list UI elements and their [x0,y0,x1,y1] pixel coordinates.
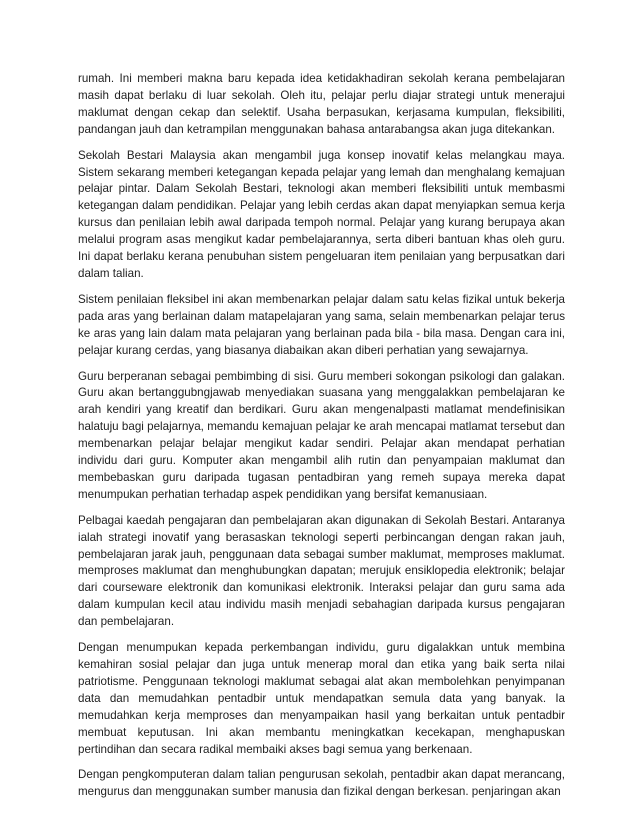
paragraph-2: Sekolah Bestari Malaysia akan mengambil juga konsep inovatif kelas melangkau maya. Sistem sekarang memberi ketegangan kepada pelajar yang lemah dan menghalang kemajuan pelajar pintar. Dalam Sekolah Bestari, teknologi akan memberi fleksibiliti untuk membasmi ketegangan dalam pendidikan. Pelajar yang lebih cerdas akan dapat menyiapkan semua kerja kursus dan penilaian lebih awal daripada tempoh normal. Pelajar yang kurang berupaya akan melalui program asas mengikut kadar pembelajarannya, serta diberi bantuan khas oleh guru. Ini dapat berlaku kerana penubuhan sistem pengeluaran item penilaian yang berpusatkan dari dalam talian. [78,148,565,280]
paragraph-6: Dengan menumpukan kepada perkembangan individu, guru digalakkan untuk membina kemahiran sosial pelajar dan juga untuk menerap moral dan etika yang baik serta nilai patriotisme. Penggunaan teknologi maklumat sebagai alat akan membolehkan penyimpanan data dan memudahkan pentadbir untuk mendapatkan semula data yang banyak. Ia memudahkan kerja memproses dan menyampaikan hasil yang berkaitan untuk pentadbir membuat keputusan. Ini akan membantu meningkatkan kecekapan, menghapuskan pertindihan dan secara radikal membaiki akses bagi semua yang berkenaan. [78,641,565,756]
paragraph-7: Dengan pengkomputeran dalam talian pengurusan sekolah, pentadbir akan dapat merancang, mengurus dan menggunakan sumber manusia dan fizikal dengan berkesan. penjaringan akan [78,768,565,799]
paragraph-5: Pelbagai kaedah pengajaran dan pembelajaran akan digunakan di Sekolah Bestari. Antaranya ialah strategi inovatif yang berasaskan teknologi seperti perbincangan dengan rakan jauh, pembelajaran jarak jauh, penggunaan data sebagai sumber maklumat, memproses maklumat. memproses maklumat dan menghubungkan dapatan; merujuk ensiklopedia elektronik; belajar dari courseware elektronik dan komunikasi elektronik. Interaksi pelajar dan guru sama ada dalam kumpulan kecil atau individu masih menjadi sebahagian daripada kursus pengajaran dan pembelajaran. [78,513,565,629]
document-page [78,71,565,810]
paragraph-3: Sistem penilaian fleksibel ini akan membenarkan pelajar dalam satu kelas fizikal untuk bekerja pada aras yang berlainan dalam matapelajaran yang sama, selain membenarkan pelajar terus ke aras yang lain dalam mata pelajaran yang berlainan pada bila - bila masa. Dengan cara ini, pelajar kurang cerdas, yang biasanya diabaikan akan diberi perhatian yang sewajarnya. [78,292,565,357]
paragraph-1: rumah. Ini memberi makna baru kepada idea ketidakhadiran sekolah kerana pembelajaran masih dapat berlaku di luar sekolah. Oleh itu, pelajar perlu diajar strategi untuk menerajui maklumat dengan cekap dan selektif. Usaha berpasukan, kerjasama kumpulan, fleksibiliti, pandangan jauh dan ketrampilan menggunakan bahasa antarabangsa akan juga ditekankan. [78,72,565,136]
paragraph-4: Guru berperanan sebagai pembimbing di sisi. Guru memberi sokongan psikologi dan galakan. Guru akan bertanggubngjawab menyediakan suasana yang menggalakkan pembelajaran ke arah kendiri yang kreatif dan berdikari. Guru akan mengenalpasti matlamat mendefinisikan halatuju bagi pelajarnya, memandu kemajuan pelajar ke arah mencapai matlamat tersebut dan membenarkan pelajar belajar mengikut kadar sendiri. Pelajar akan mendapat perhatian individu dari guru. Komputer akan mengambil alih rutin dan penyampaian maklumat dan membebaskan guru daripada tugasan pentadbiran yang remeh supaya mereka dapat menumpukan perhatian terhadap aspek pendidikan yang bersifat kemanusiaan. [78,369,565,501]
